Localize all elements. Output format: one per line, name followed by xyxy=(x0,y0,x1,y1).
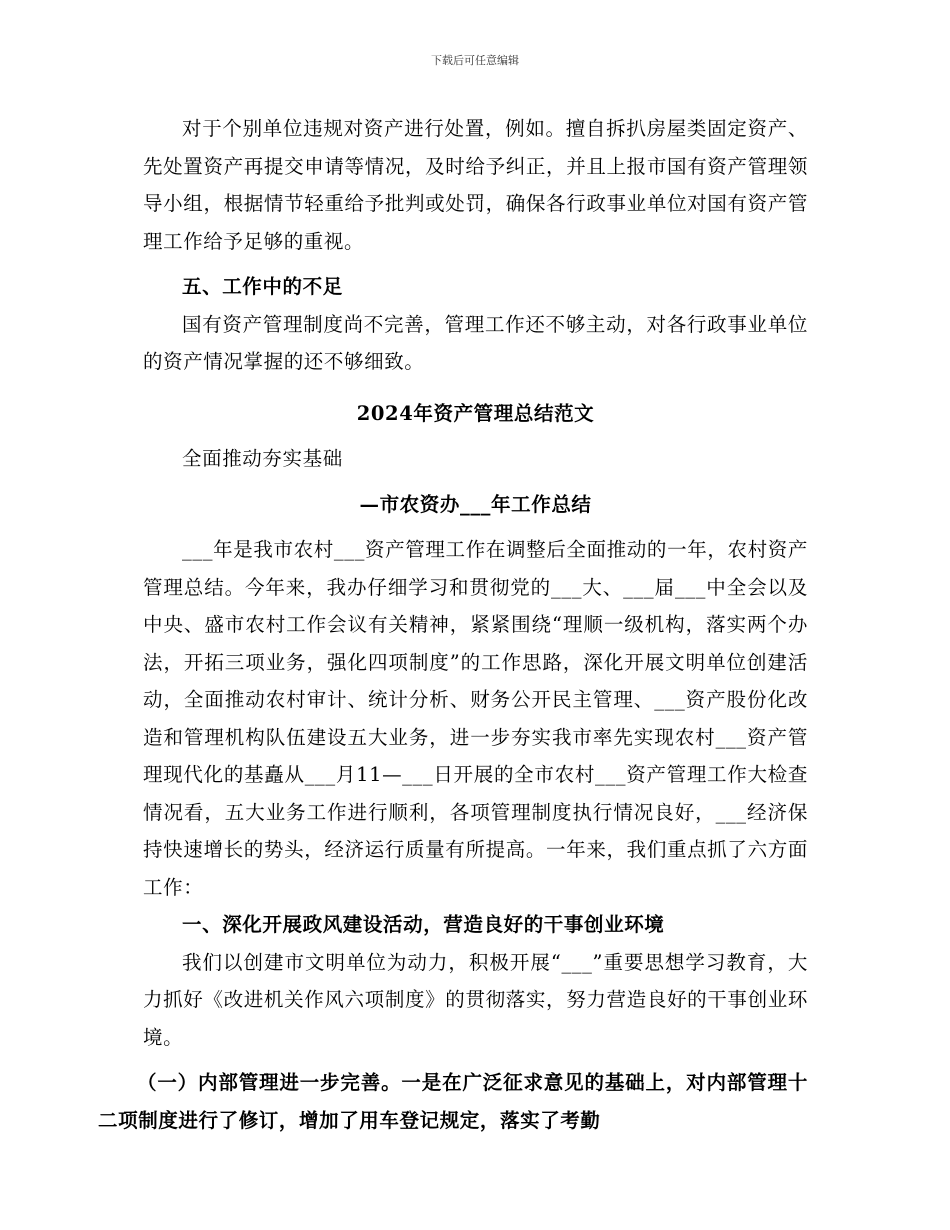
paragraph-civilized-unit: 我们以创建市文明单位为动力，积极开展“___”重要思想学习教育，大力抓好《改进机关作风六项制度》的贯彻落实，努力营造良好的干事创业环境。 xyxy=(143,950,808,1049)
paragraph-asset-disposal: 对于个别单位违规对资产进行处置，例如。擅自拆扒房屋类固定资产、先处置资产再提交申请等情况，及时给予纠正，并且上报市国有资产管理领导小组，根据情节轻重给予批判或处罚，确保各行政事业单位对国有资产管理工作给予足够的重视。 xyxy=(143,117,808,253)
document-byline: —市农资办___年工作总结 xyxy=(359,492,592,516)
document-body xyxy=(98,110,808,1139)
paragraph-internal-management: （一）内部管理进一步完善。一是在广泛征求意见的基础上，对内部管理十二项制度进行了修订，增加了用车登记规定，落实了考勤 xyxy=(98,1071,808,1132)
document-title: 2024年资产管理总结范文 xyxy=(356,401,595,425)
section-heading-shortcomings: 五、工作中的不足 xyxy=(182,275,343,298)
document-subtitle: 全面推动夯实基础 xyxy=(182,447,343,470)
page-header: 下载后可任意编辑 xyxy=(431,54,519,67)
paragraph-annual-overview: ___年是我市农村___资产管理工作在调整后全面推动的一年，农村资产管理总结。今年来，我办仔细学习和贯彻党的___大、___届___中全会以及中央、盛市农村工作会议有关精神，紧紧围绕“理顺一级机构，落实两个办法，开拓三项业务，强化四项制度”的工作思路，深化开展文明单位创建活动，全面推动农村审计、统计分析、财务公开民主管理、___资产股份化改造和管理机构队伍建设五大业务，进一步夯实我市率先实现农村___资产管理现代化的基矗从___月11—___日开展的全市农村___资产管理工作大检查情况看，五大业务工作进行顺利，各项管理制度执行情况良好，___经济保持快速增长的势头，经济运行质量有所提高。一年来，我们重点抓了六方面工作： xyxy=(143,538,808,899)
paragraph-shortcomings: 国有资产管理制度尚不完善，管理工作还不够主动，对各行政事业单位的资产情况掌握的还不够细致。 xyxy=(143,312,808,373)
section-heading-1: 一、深化开展政风建设活动，营造良好的干事创业环境 xyxy=(182,913,665,936)
